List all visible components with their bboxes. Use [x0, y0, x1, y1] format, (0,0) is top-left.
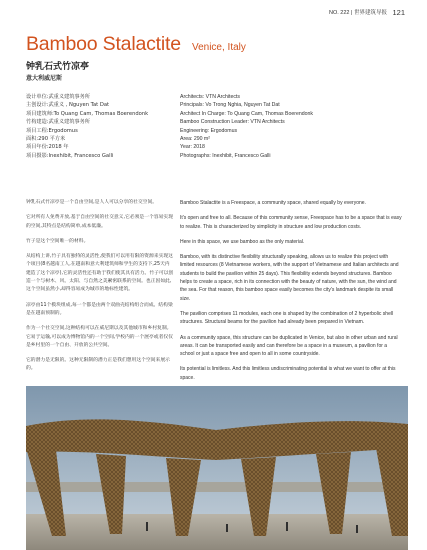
credit-line: Year: 2018 — [180, 144, 205, 151]
credit-line: Photographs: Inexhibit, Francesco Galli — [180, 152, 271, 159]
paragraph: Bamboo, with its distinctive flexibility structurally speaking, allows us to realize this project with limited resources (8 Vietnamese workers, with the support of Vietnamese and Italian architects and students to build the pavilion within 25 days). This flexibility extends beyond structures. Bamboo helps to create a space, rich in its connection with the beauty of nature, with the sun, the wind and the sea. For that reason, this bamboo space easily becomes the city's landmark despite its small size. — [180, 254, 399, 302]
credit-line: 主创设计:武重义 , Nguyen Tat Dat — [26, 102, 110, 109]
credit-line: Area: 290 m² — [180, 136, 210, 143]
pavilion-photo — [26, 386, 408, 550]
project-location-cn: 意大利威尼斯 — [26, 75, 63, 82]
credit-line: 设计单位:武重义建筑事务所 — [26, 94, 90, 100]
credits-cn — [26, 93, 176, 160]
credit-line: 项目建筑师:To Quang Cam, Thomas Boerendonk — [26, 110, 149, 117]
paragraph: Its potential is limitless. And this limitless undiscriminating potential is what we want to offer at this space. — [180, 366, 396, 381]
credit-line: Principals: Vo Trong Nghia, Nguyen Tat Dat — [180, 102, 280, 109]
project-location: Venice, Italy — [191, 42, 246, 53]
paragraph: 竹子是这个空间唯一的材料。 — [26, 238, 89, 244]
title-row — [26, 33, 246, 56]
project-title-cn: 钟乳石式竹凉亭 — [26, 62, 90, 72]
paragraph: Bamboo Stalactite is a Freespace, a community space, shared equally by everyone. — [180, 200, 366, 206]
credit-line: Architect In Charge: To Quang Cam, Thomas Boerendonk — [180, 110, 314, 117]
paragraph: Here in this space, we use bamboo as the only material. — [180, 238, 305, 245]
paragraph: 从结构上讲,竹子具有独特的灵活性,使我们可以用有限的资源来实现这个项目(8名越南工人,在越南和意大利建筑师和学生的支持下,25天内建造了这个凉亭),它的灵活性还有助于我们使其具有活力。竹子可以创造一个与树木、风、太阳、与自然之美紧密联系的空间。也正因如此,这个空间虽然小,却得容易成为城市的地标性建筑。 — [26, 254, 174, 293]
body-text-cn — [26, 199, 174, 381]
paragraph: 凉亭由11个模块组成,每一个都是由两个双曲壳结构组合而成。结构梁是在越南预制的。 — [26, 302, 173, 316]
credit-line: Architects: VTN Architects — [180, 94, 240, 100]
credit-line: Bamboo Construction Leader: VTN Architects — [180, 119, 285, 126]
credit-line: 项目摄影:Inexhibit, Francesco Galli — [26, 152, 114, 159]
paragraph: The pavilion comprises 11 modules, each one is shaped by the combination of 2 hyperbolic shell structures. Structural beams for the pavilion had already been prepared in Vietnam. — [180, 310, 394, 326]
credit-line: Engineering: Ergodomus — [180, 127, 238, 134]
credit-line: 竹构建造:武重义建筑事务所 — [26, 119, 90, 126]
credits-en — [180, 93, 400, 160]
project-title: Bamboo Stalactite — [26, 33, 181, 55]
issue-label: NO. 222 | 世界建筑导报 — [328, 10, 387, 16]
paragraph: 它的潜力是无限的。这种无限制的潜力正是我们想用这个空间来展示的。 — [26, 358, 170, 372]
credit-line: 项目年份:2018 年 — [26, 144, 69, 151]
background-buildings — [26, 482, 408, 492]
paragraph: 它对所有人免费开放,基于自由空间的社交意义,它必须是一个容易实现的空间,其特点是结构简单,成本低廉。 — [26, 215, 173, 229]
ground — [26, 514, 408, 550]
paragraph: As a community space, this structure can be duplicated in Venice, but also in other urban and rural areas. It can be transported easily and can therefore be a space in a museum, a pavilion for a school or just a space free and open to all in some countryside. — [180, 334, 398, 358]
paragraph: It's open and free to all. Because of this community sense, Freespace has to be a space that is easy to realize. This is characterized by simplicity in structure and low production costs. — [180, 215, 402, 230]
page-number: 121 — [392, 8, 405, 17]
body-text-en — [180, 199, 402, 389]
credit-line: 项目工程:Ergodomus — [26, 127, 78, 134]
pavilion-illustration — [26, 386, 408, 550]
credit-line: 面积:290 平方米 — [26, 136, 66, 143]
page-header — [329, 8, 405, 17]
paragraph: 作为一个社交空间,这种结构可以在威尼斯以及其他城市和乡村复制。它易于运输,可以成为博物馆内的一个空间,学校内的一个展亭或者仅仅是乡村里的一个自由、开放的公共空间。 — [26, 326, 173, 348]
paragraph: 钟乳石式竹凉亭是一个自由空间,是人人可以分享的社交空间。 — [26, 200, 158, 205]
